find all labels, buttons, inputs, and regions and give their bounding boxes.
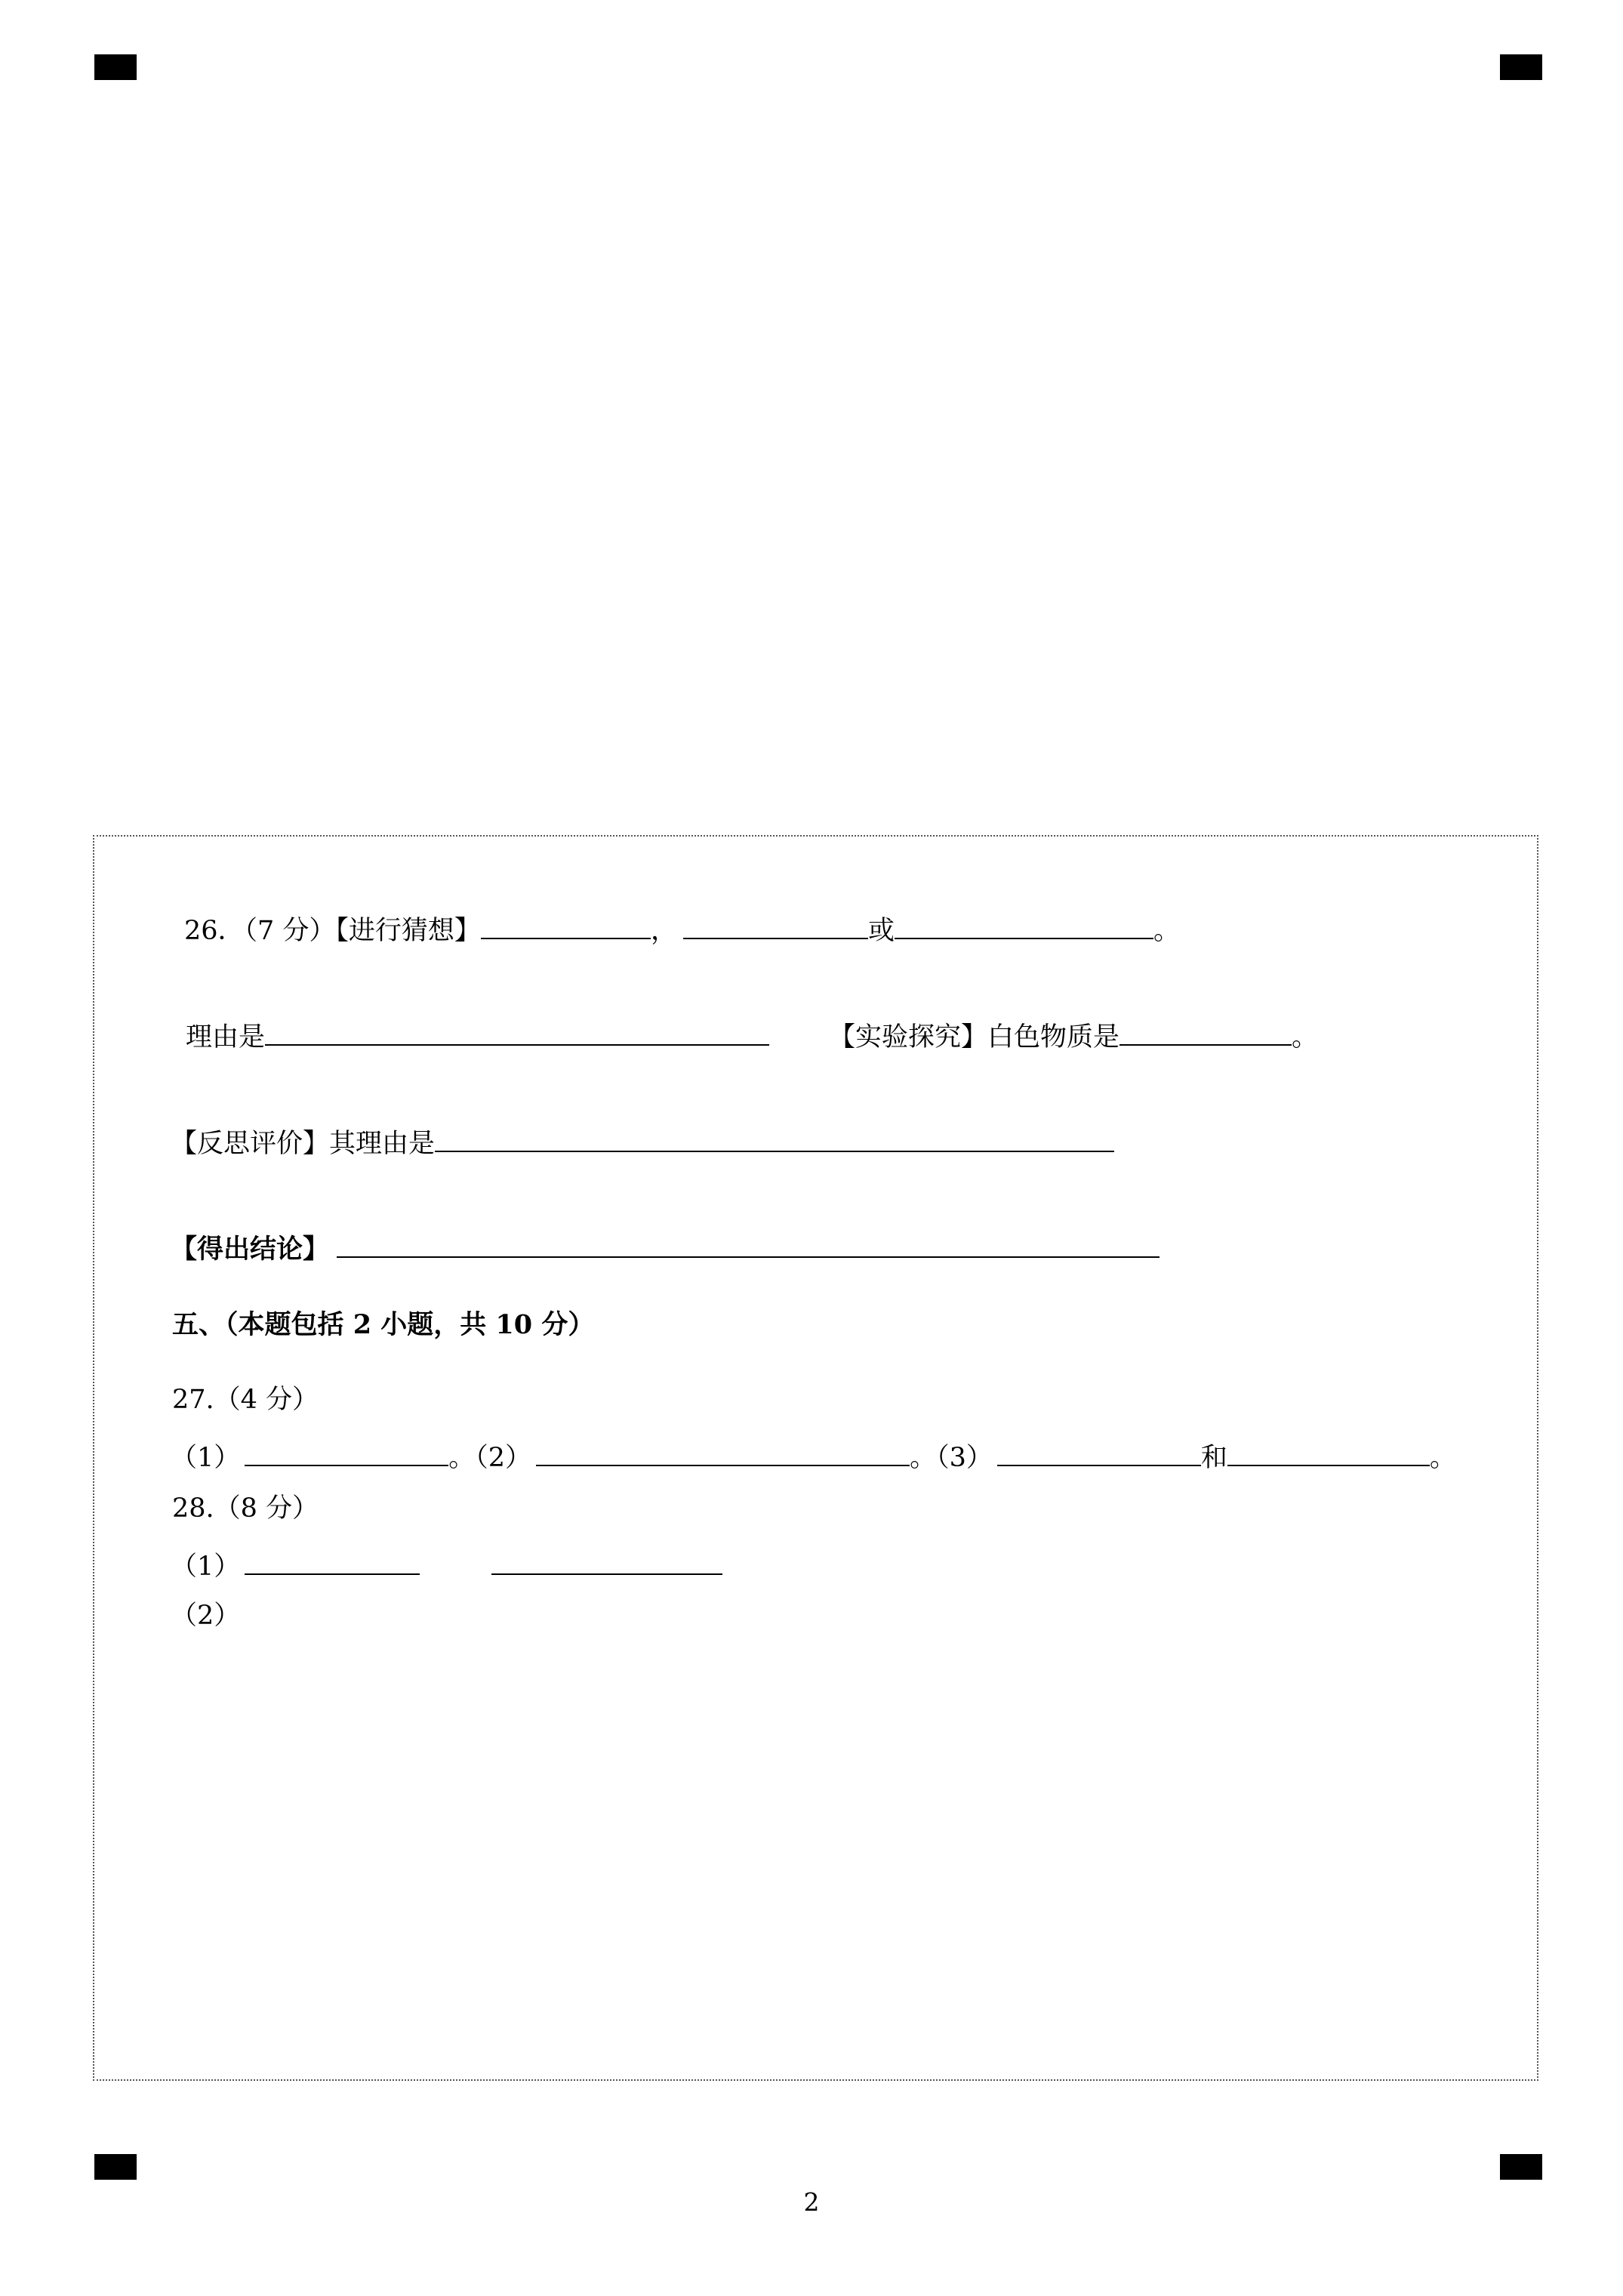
q26-experiment-line (829, 1017, 1318, 1054)
q26-or: 或 (867, 916, 895, 946)
q28-part-2-label: （2） (171, 1601, 241, 1631)
q26-conclusion-label: 【得出结论】 (171, 1234, 330, 1265)
q27-answer-line (171, 1438, 1456, 1475)
registration-mark-bottom-left (94, 2154, 137, 2180)
section-5-heading-part: 五、（本题包括 (172, 1309, 353, 1340)
q27-part-3-label: 。（3） (910, 1443, 993, 1473)
section-5-heading-part: 分） (532, 1309, 595, 1340)
q27-part-1-label: （1） (171, 1443, 241, 1473)
section-5-heading-part: 小题，共 (371, 1309, 496, 1340)
q28-blank-1[interactable] (245, 1546, 420, 1575)
q26-experiment-blank[interactable] (1119, 1017, 1292, 1046)
page-number: 2 (803, 2187, 820, 2217)
q27-part-2-label: 。（2） (448, 1443, 532, 1473)
q28-part-2-line (171, 1599, 240, 1632)
q28-part-1-label: （1） (171, 1552, 241, 1582)
q26-period: 。 (1153, 916, 1180, 946)
q26-conclusion-blank[interactable] (337, 1229, 1160, 1258)
q28-title (172, 1492, 319, 1525)
q28-title-text: 28.（8 分） (172, 1493, 319, 1524)
q26-guess-label: 26．（7 分）【进行猜想】 (184, 916, 481, 946)
registration-mark-bottom-right (1500, 2154, 1542, 2180)
q28-part-1-line (171, 1546, 722, 1583)
q27-and: 和 (1200, 1443, 1227, 1473)
registration-mark-top-right (1500, 54, 1542, 80)
q26-guess-blank-3[interactable] (895, 911, 1153, 939)
q27-blank-3[interactable] (997, 1438, 1201, 1466)
q27-period: 。 (1429, 1443, 1456, 1473)
q27-blank-2[interactable] (536, 1438, 910, 1466)
q26-reason-label: 理由是 (186, 1022, 266, 1052)
q26-guess-blank-2[interactable] (683, 911, 868, 939)
section-5-question-count: 2 (353, 1309, 372, 1340)
q26-conclusion-line (171, 1229, 1160, 1266)
section-5-total-score: 10 (495, 1309, 533, 1340)
q26-reflection-label: 【反思评价】其理由是 (171, 1129, 436, 1159)
q27-blank-4[interactable] (1227, 1438, 1430, 1466)
q26-reflection-blank[interactable] (435, 1123, 1114, 1152)
q28-blank-2[interactable] (491, 1546, 722, 1575)
q26-experiment-label: 【实验探究】白色物质是 (829, 1022, 1120, 1052)
q26-reason-blank[interactable] (265, 1017, 769, 1046)
registration-mark-top-left (94, 54, 137, 80)
q27-title-text: 27.（4 分） (172, 1385, 319, 1415)
q26-guess-line (184, 911, 1180, 948)
q26-reflection-line (171, 1123, 1114, 1160)
q26-experiment-period: 。 (1292, 1022, 1319, 1052)
q26-comma: ， (650, 916, 677, 946)
section-5-heading (172, 1308, 594, 1342)
q26-reason-line (186, 1017, 769, 1054)
q27-title (172, 1383, 319, 1416)
q26-guess-blank-1[interactable] (481, 911, 651, 939)
q27-blank-1[interactable] (245, 1438, 448, 1466)
